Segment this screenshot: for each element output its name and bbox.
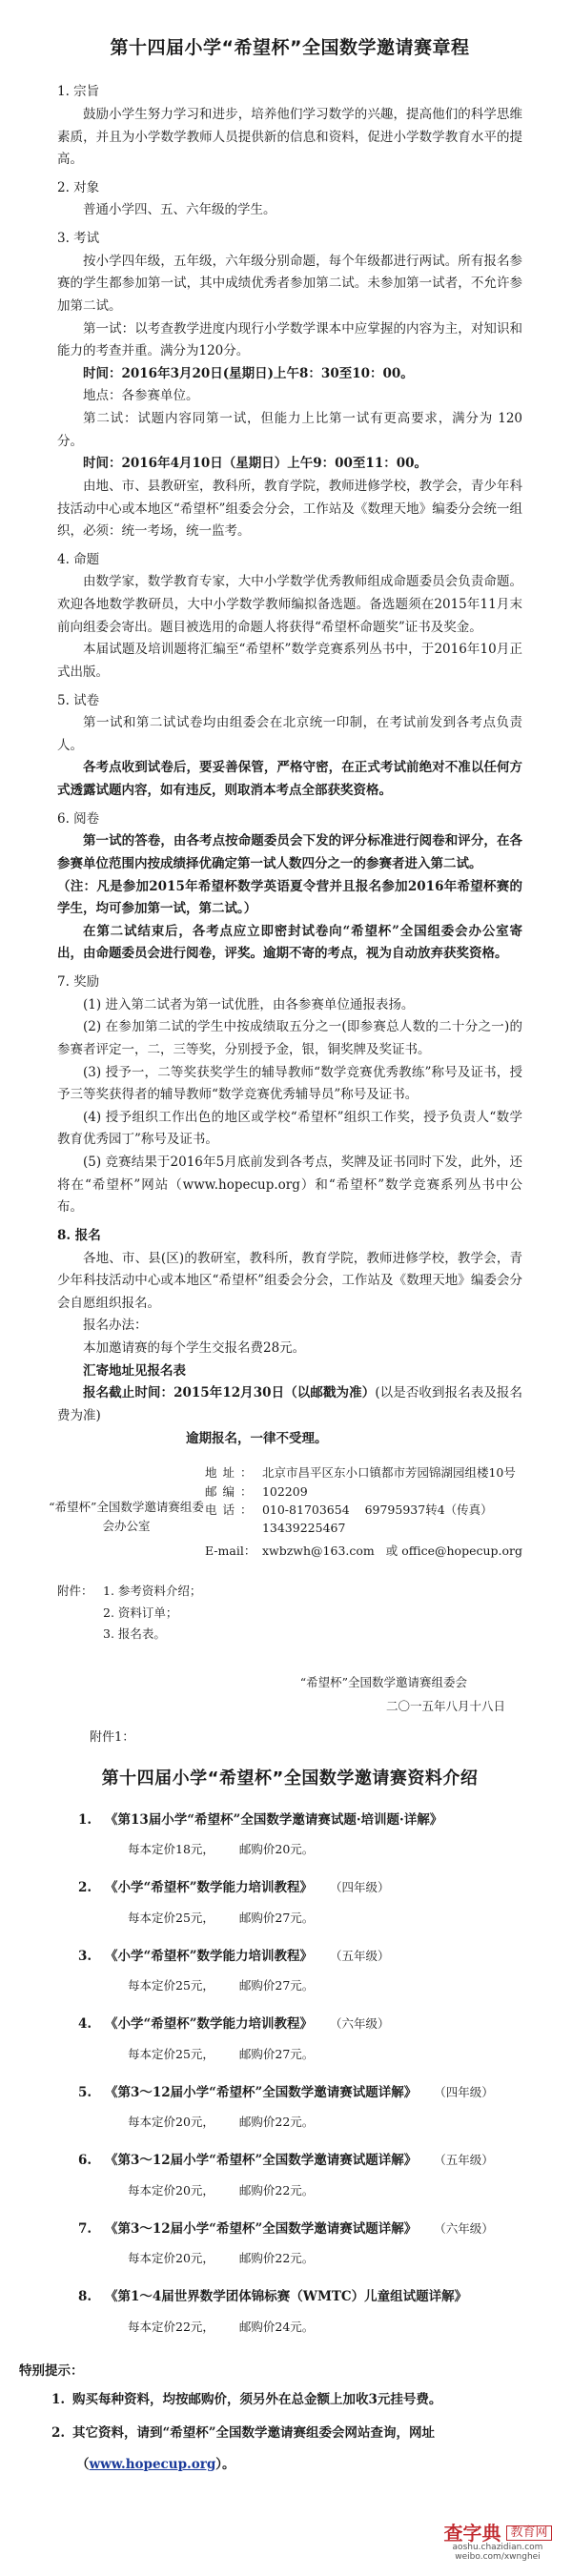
attachment-item: 2. 资料订单； — [103, 1605, 178, 1620]
postcode-row — [205, 1482, 522, 1501]
page-title: 第十四届小学“希望杯”全国数学邀请赛章程 — [110, 37, 470, 58]
resource-price: 每本定价20元， 邮购价22元。 — [128, 2251, 315, 2266]
watermark-weibo: weibo.com/xwnghei — [455, 2552, 541, 2563]
section-1-heading: 1. 宗旨 — [57, 84, 100, 100]
phone-2: 69795937转4（传真） — [364, 1502, 493, 1517]
resource-price: 每本定价20元， 邮购价22元。 — [128, 2182, 315, 2198]
resource-list — [78, 1809, 522, 2338]
registration-method-label: 报名办法： — [83, 1318, 148, 1334]
first-round-time: 时间：2016年3月20日(星期日)上午8：30至10：00。 — [83, 365, 414, 381]
award-item: (3) 授予一，二等奖获奖学生的辅导教师“数学竞赛优秀教练”称号及证书，授予三等奖获得者的辅导教师“数学竞赛优秀辅导员”称号及证书。 — [57, 1064, 522, 1103]
signature-block — [57, 1670, 522, 1718]
section-2-heading: 2. 对象 — [57, 179, 100, 195]
section-2-text: 普通小学四、五、六年级的学生。 — [83, 202, 276, 218]
email-1[interactable]: xwbzwh@163.com — [261, 1543, 375, 1558]
email-or: 或 — [385, 1543, 398, 1558]
section-6-note: （注：凡是参加2015年希望杯数学英语夏令营并且报名参加2016年希望杯赛的学生，均可参加第一试，第二试。） — [57, 878, 522, 917]
phone-label: 电话： — [204, 1502, 258, 1517]
section-3-paragraph-2: 第一试：以考查教学进度内现行小学数学课本中应掌握的内容为主，对知识和能力的考查并重。满分为120分。 — [57, 320, 522, 359]
resource-price: 每本定价22元， 邮购价24元。 — [128, 2319, 315, 2334]
resource-item: 7. 《第3～12届小学“希望杯”全国数学邀请赛试题详解》 （六年级） 每本定价20元， 邮购价22元。 — [78, 2218, 522, 2270]
address-label: 地址： — [204, 1465, 258, 1481]
tip-item: 1. 购买每种资料，均按邮购价，须另外在总金额上加收3元挂号费。 — [51, 2392, 442, 2408]
resource-name: 《第1～4届世界数学团体锦标赛（WMTC）儿童组试题详解》 — [105, 2289, 468, 2305]
resource-name: 《第3～12届小学“希望杯”全国数学邀请赛试题详解》 — [105, 2220, 418, 2237]
resource-name: 《小学“希望杯”数学能力培训教程》 — [105, 1948, 314, 1964]
resource-item: 3. 《小学“希望杯”数学能力培训教程》 （五年级） 每本定价25元， 邮购价27元。 — [78, 1946, 522, 1997]
first-round-place: 地点：各参赛单位。 — [83, 388, 199, 404]
resource-item: 4. 《小学“希望杯”数学能力培训教程》 （六年级） 每本定价25元， 邮购价27元。 — [78, 2014, 522, 2065]
email-2[interactable]: office@hopecup.org — [401, 1543, 522, 1558]
section-7-heading: 7. 奖励 — [57, 974, 100, 990]
resource-item: 2. 《小学“希望杯”数学能力培训教程》 （四年级） 每本定价25元， 邮购价27元。 — [78, 1877, 522, 1929]
resource-name: 《小学“希望杯”数学能力培训教程》 — [105, 2016, 314, 2033]
section-5-paragraph-2: 各考点收到试卷后，要妥善保管，严格守密，在正式考试前绝对不准以任何方式透露试题内容，如有违反，则取消本考点全部获奖资格。 — [57, 760, 522, 798]
award-item: (4) 授予组织工作出色的地区或学校“希望杯”组织工作奖，授予负责人“数学教育优秀园丁”称号及证书。 — [57, 1109, 522, 1148]
resource-price: 每本定价25元， 邮购价27元。 — [128, 1910, 315, 1925]
section-6-paragraph-2: 在第二试结束后，各考点应立即密封试卷向“希望杯”全国组委会办公室寄出，由命题委员会进行阅卷，评奖。逾期不寄的考点，视为自动放弃获奖资格。 — [57, 923, 522, 962]
address-row — [205, 1463, 522, 1482]
registration-fee: 本加邀请赛的每个学生交报名费28元。 — [83, 1340, 306, 1356]
attachment-list — [103, 1581, 201, 1646]
section-3-heading: 3. 考试 — [57, 231, 100, 246]
email-label: E-mail： — [204, 1543, 256, 1558]
attachment-item: 1. 参考资料介绍； — [103, 1584, 202, 1598]
annex-title: 第十四届小学“希望杯”全国数学邀请赛资料介绍 — [101, 1768, 479, 1789]
contact-block — [48, 1463, 522, 1560]
award-item: (5) 竞赛结果于2016年5月底前发到各考点，奖牌及证书同时下发，此外，还将在“希望杯”网站（www.hopecup.org）和“希望杯”数学竞赛系列丛书中公布。 — [57, 1155, 522, 1216]
tips-heading: 特别提示： — [19, 2362, 84, 2379]
website-line: （www.hopecup.org）。 — [76, 2456, 235, 2472]
resource-name: 《小学“希望杯”数学能力培训教程》 — [105, 1880, 314, 1896]
section-4-paragraph-2: 本届试题及培训题将汇编至“希望杯”数学竞赛系列丛书中，于2016年10月正式出版。 — [57, 642, 522, 680]
watermark-url: aoshu.chazidian.com — [452, 2543, 543, 2553]
resource-item: 8. 《第1～4届世界数学团体锦标赛（WMTC）儿童组试题详解》 每本定价22元， 邮购价24元。 — [78, 2286, 522, 2338]
section-3-paragraph-3: 第二试：试题内容同第一试，但能力上比第一试有更高要求，满分为 120分。 — [57, 411, 522, 449]
phone-row-2 — [205, 1519, 522, 1537]
section-6-heading: 6. 阅卷 — [57, 810, 100, 827]
contact-details — [205, 1463, 522, 1560]
award-item: (1) 进入第二试者为第一试优胜，由各参赛单位通报表扬。 — [83, 996, 415, 1012]
section-5-heading: 5. 试卷 — [57, 692, 100, 708]
phone-row — [205, 1501, 522, 1519]
signature-date: 二〇一五年八月十八日 — [385, 1698, 505, 1713]
address-value: 北京市昌平区东小口镇都市芳园锦湖园组楼10号 — [261, 1465, 516, 1481]
watermark-logo — [440, 2523, 555, 2544]
late-registration-notice: 逾期报名，一律不受理。 — [186, 1430, 328, 1446]
special-tips — [19, 2361, 522, 2477]
phone-1: 010-81703654 — [261, 1502, 350, 1517]
award-list — [57, 994, 522, 1219]
section-1-text: 鼓励小学生努力学习和进步，培养他们学习数学的兴趣，提高他们的科学思维素质，并且为小学数学教师人员提供新的信息和资料，促进小学数学教育水平的提高。 — [57, 106, 522, 168]
resource-price: 每本定价18元， 邮购价20元。 — [128, 1842, 315, 1857]
deadline-note: (以是否收到报名表及报名费为准) — [57, 1385, 522, 1423]
attachment-item: 3. 报名表。 — [103, 1626, 166, 1641]
section-4-paragraph-1: 由数学家，数学教育专家，大中小学数学优秀教师组成命题委员会负责命题。欢迎各地数学教研员，大中小学数学教师编拟备选题。备选题须在2015年11月末前向组委会寄出。题目被选用的命题人将获得“希望杯命题奖”证书及奖金。 — [57, 574, 522, 635]
signature-organization: “希望杯”全国数学邀请赛组委会 — [299, 1674, 467, 1689]
registration-deadline — [57, 1382, 522, 1427]
postcode-label: 邮编： — [204, 1483, 258, 1499]
resource-price: 每本定价25元， 邮购价27元。 — [128, 2046, 315, 2061]
resource-price: 每本定价25元， 邮购价27元。 — [128, 1978, 315, 1993]
postcode-value: 102209 — [261, 1483, 308, 1499]
resource-name: 《第3～12届小学“希望杯”全国数学邀请赛试题详解》 — [105, 2084, 418, 2100]
section-4-heading: 4. 命题 — [57, 551, 100, 567]
resource-item: 5. 《第3～12届小学“希望杯”全国数学邀请赛试题详解》 （四年级） 每本定价20元， 邮购价22元。 — [78, 2082, 522, 2134]
resource-price: 每本定价20元， 邮购价22元。 — [128, 2115, 315, 2130]
website-link[interactable]: www.hopecup.org — [89, 2456, 216, 2472]
office-name: “希望杯”全国数学邀请赛组委会办公室 — [49, 1500, 204, 1534]
deadline-text: 报名截止时间：2015年12月30日（以邮戳为准） — [83, 1385, 376, 1401]
resource-name: 《第13届小学“希望杯”全国数学邀请赛试题·培训题·详解》 — [105, 1811, 443, 1828]
tip-item: 2. 其它资料，请到“希望杯”全国数学邀请赛组委会网站查询，网址 — [51, 2424, 436, 2441]
watermark-sub: 教育网 — [506, 2525, 551, 2541]
resource-item: 6. 《第3～12届小学“希望杯”全国数学邀请赛试题详解》 （五年级） 每本定价20元， 邮购价22元。 — [78, 2150, 522, 2201]
section-3-paragraph-4: 由地、市、县教研室，教科所，教育学院，教师进修学校，教学会，青少年科技活动中心或本地区“希望杯”组委会分会，工作站及《数理天地》编委分会统一组织，必须：统一考场，统一监考。 — [57, 478, 522, 540]
mailing-address-note: 汇寄地址见报名表 — [83, 1362, 186, 1379]
attachments-label: 附件： — [57, 1584, 93, 1598]
section-8-heading: 8. 报名 — [57, 1227, 101, 1243]
section-6-paragraph-1: 第一试的答卷，由各考点按命题委员会下发的评分标准进行阅卷和评分，在各参赛单位范围内按成绩择优确定第一试人数四分之一的参赛者进入第二试。 — [57, 833, 522, 871]
section-5-paragraph-1: 第一试和第二试试卷均由组委会在北京统一印制，在考试前发到各考点负责人。 — [57, 715, 522, 753]
watermark-main: 查字典 — [443, 2522, 501, 2545]
section-3-paragraph-1: 按小学四年级，五年级，六年级分别命题，每个年级都进行两试。所有报名参赛的学生都参加第一试，其中成绩优秀者参加第二试。未参加第一试者，不允许参加第二试。 — [57, 253, 522, 314]
tips-list — [51, 2388, 522, 2444]
attachments — [57, 1581, 522, 1646]
section-8-paragraph-1: 各地、市、县(区)的教研室，教科所，教育学院，教师进修学校，教学会，青少年科技活动中心或本地区“希望杯”组委会分会，工作站及《数理天地》编委会分会自愿组织报名。 — [57, 1250, 522, 1311]
email-row — [205, 1542, 522, 1560]
annex-label: 附件1： — [90, 1729, 135, 1745]
second-round-time: 时间：2016年4月10日（星期日）上午9：00至11：00。 — [83, 456, 428, 472]
phone-3: 13439225467 — [261, 1521, 346, 1536]
resource-name: 《第3～12届小学“希望杯”全国数学邀请赛试题详解》 — [105, 2153, 418, 2169]
award-item: (2) 在参加第二试的学生中按成绩取五分之一(即参赛总人数的二十分之一)的参赛者评定一，二，三等奖，分别授予金，银，铜奖牌及奖证书。 — [57, 1019, 522, 1057]
resource-item: 1. 《第13届小学“希望杯”全国数学邀请赛试题·培训题·详解》 每本定价18元， 邮购价20元。 — [78, 1809, 522, 1861]
watermark — [440, 2523, 555, 2563]
